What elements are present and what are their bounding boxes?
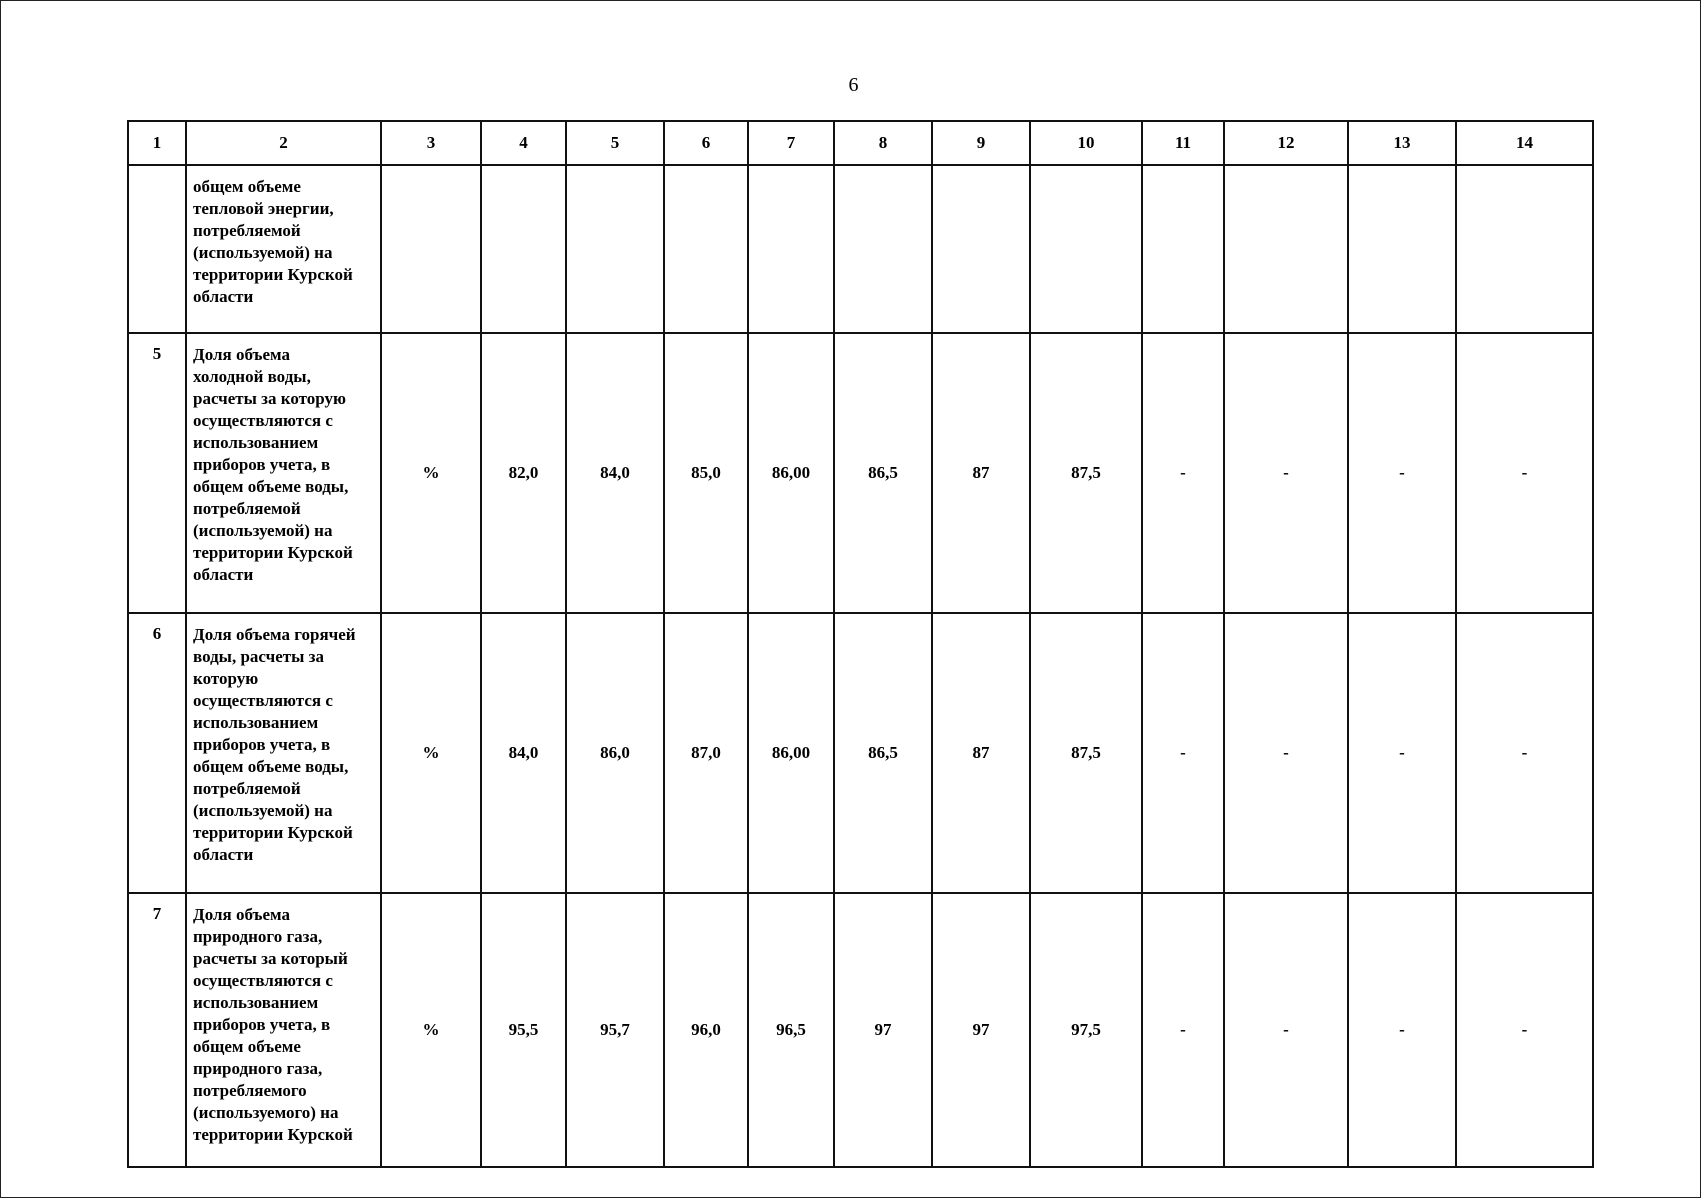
table-cell: -: [1456, 893, 1593, 1167]
column-header: 6: [664, 121, 748, 165]
table-cell: 86,5: [834, 333, 932, 613]
table-cell: 87: [932, 333, 1030, 613]
table-row: [128, 333, 1593, 613]
column-header: 11: [1142, 121, 1224, 165]
table-cell: -: [1456, 613, 1593, 893]
table-cell: -: [1348, 613, 1456, 893]
table-cell: [1224, 165, 1348, 333]
table-cell: -: [1224, 893, 1348, 1167]
indicator-description: Доля объема холодной воды, расчеты за которую осуществляются с использованием приборов учета, в общем объеме воды, потребляемой (используемой) на территории Курской области: [186, 333, 381, 613]
column-header: 12: [1224, 121, 1348, 165]
column-header: 8: [834, 121, 932, 165]
row-number: 7: [128, 893, 186, 1167]
table-cell: [1030, 165, 1142, 333]
unit-cell: %: [381, 333, 481, 613]
column-header: 1: [128, 121, 186, 165]
table-cell: [481, 165, 566, 333]
table-cell: 96,5: [748, 893, 834, 1167]
table-cell: [748, 165, 834, 333]
row-number: [128, 165, 186, 333]
column-header: 4: [481, 121, 566, 165]
table-cell: [664, 165, 748, 333]
table-cell: [834, 165, 932, 333]
table-cell: -: [1348, 333, 1456, 613]
table-cell: [932, 165, 1030, 333]
table-cell: [1348, 165, 1456, 333]
column-header: 14: [1456, 121, 1593, 165]
table-cell: 87,0: [664, 613, 748, 893]
table-cell: 82,0: [481, 333, 566, 613]
table-cell: 97: [834, 893, 932, 1167]
table-cell: -: [1142, 613, 1224, 893]
table-cell: 97,5: [1030, 893, 1142, 1167]
table-cell: 84,0: [566, 333, 664, 613]
column-header: 10: [1030, 121, 1142, 165]
indicator-description: Доля объема горячей воды, расчеты за которую осуществляются с использованием приборов учета, в общем объеме воды, потребляемой (используемой) на территории Курской области: [186, 613, 381, 893]
table-cell: [381, 165, 481, 333]
unit-cell: %: [381, 893, 481, 1167]
table-cell: -: [1224, 333, 1348, 613]
row-number: 6: [128, 613, 186, 893]
table-cell: [1142, 165, 1224, 333]
table-cell: 87: [932, 613, 1030, 893]
table-cell: -: [1348, 893, 1456, 1167]
column-header: 13: [1348, 121, 1456, 165]
indicators-table: [127, 120, 1594, 1168]
row-number: 5: [128, 333, 186, 613]
table-cell: 87,5: [1030, 333, 1142, 613]
table-row: [128, 613, 1593, 893]
table-cell: -: [1142, 333, 1224, 613]
table-cell: [1456, 165, 1593, 333]
table-cell: 95,7: [566, 893, 664, 1167]
column-header: 9: [932, 121, 1030, 165]
column-header: 2: [186, 121, 381, 165]
table-cell: 86,00: [748, 333, 834, 613]
table-cell: 86,5: [834, 613, 932, 893]
table-cell: [566, 165, 664, 333]
unit-cell: %: [381, 613, 481, 893]
table-cell: 87,5: [1030, 613, 1142, 893]
table-row: [128, 165, 1593, 333]
table-cell: 86,00: [748, 613, 834, 893]
header-row: [128, 121, 1593, 165]
table-cell: 96,0: [664, 893, 748, 1167]
column-header: 3: [381, 121, 481, 165]
indicator-description: Доля объема природного газа, расчеты за который осуществляются с использованием приборов учета, в общем объеме природного газа, потребляемого (используемого) на территории Курской: [186, 893, 381, 1167]
page-number: 6: [848, 74, 859, 96]
column-header: 5: [566, 121, 664, 165]
table-row: [128, 893, 1593, 1167]
column-header: 7: [748, 121, 834, 165]
table-cell: 95,5: [481, 893, 566, 1167]
table-cell: -: [1224, 613, 1348, 893]
table-cell: -: [1456, 333, 1593, 613]
table-cell: 85,0: [664, 333, 748, 613]
table-cell: -: [1142, 893, 1224, 1167]
table-cell: 97: [932, 893, 1030, 1167]
table-cell: 84,0: [481, 613, 566, 893]
table-cell: 86,0: [566, 613, 664, 893]
indicator-description: общем объеме тепловой энергии, потребляемой (используемой) на территории Курской области: [186, 165, 381, 333]
